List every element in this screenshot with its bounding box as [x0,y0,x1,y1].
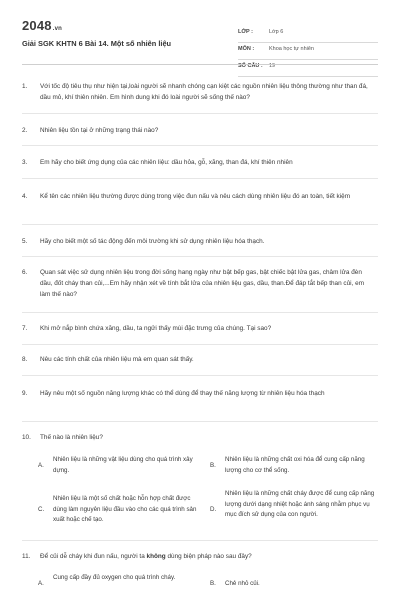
question-number: 10. [22,434,31,441]
option-text: Cung cấp đầy đủ oxygen cho quá trình cháy. [53,574,176,581]
option-letter: A. [38,462,44,469]
question-number: 2. [22,127,28,134]
header-divider [22,64,378,65]
option-letter: A. [38,580,44,587]
option-text: Nhiên liệu là một số chất hoặc hỗn hợp chất được dùng làm nguyên liệu đầu vào cho các quá trình sản xuất hoặc chế tạo. [53,495,197,523]
document-header [12,12,388,69]
question-number: 11. [22,553,31,560]
question-text: Hãy cho biết một số tác động đến môi trường khi sử dụng nhiên liệu hóa thạch. [40,238,265,245]
meta-row-class [238,26,378,43]
question-number: 4. [22,193,28,200]
divider [22,113,378,114]
question-number: 3. [22,159,28,166]
option-letter: D. [210,506,217,513]
divider [22,256,378,257]
option-letter: B. [210,580,216,587]
document-title: Giải SGK KHTN 6 Bài 14. Một số nhiên liệu [22,39,172,48]
question-number: 9. [22,390,28,397]
divider [22,145,378,146]
meta-value: Lớp 6 [269,29,284,35]
divider [22,224,378,225]
option-text: Nhiên liệu là những vật liệu dùng cho quá trình xây dựng. [53,456,193,474]
question-text: Kể tên các nhiên liệu thường được dùng trong việc đun nấu và nêu cách dùng nhiên liệu đó an toàn, tiết kiệm [40,193,351,200]
question-text: Quan sát việc sử dụng nhiên liệu trong đời sống hang ngày như bật bếp gas, bật chiếc bật lửa gas, châm lửa đèn dầu, đốt cháy than củi,...Em hãy nhận xét về tính bắt lửa của nhiên liệu gas, dầu, than.Để đáp tắt bếp than củi, em làm thế nào? [40,269,365,298]
meta-row-count [238,60,378,77]
meta-label: SỐ CÂU : [238,63,263,69]
meta-row-subject [238,43,378,60]
option-letter: C. [38,506,45,513]
question-text: Với tốc độ tiêu thụ như hiện tại,loài người sẽ nhanh chóng cạn kiệt các nguồn nhiên liệu thông thường như than đá, dầu mỏ, khí thiên nhiên. Em hình dung khi đó loài người sẽ sống thế nào? [40,83,368,101]
meta-value: 19 [269,63,276,69]
question-number: 7. [22,325,28,332]
question-text: Khi mở nắp bình chứa xăng, dầu, ta ngửi thấy mùi đặc trưng của chúng. Tại sao? [40,325,272,332]
site-logo[interactable]: 2048.vn [22,18,63,33]
meta-value: Khoa học tự nhiên [269,46,314,52]
option-letter: B. [210,462,216,469]
divider [22,344,378,345]
divider [22,540,378,541]
option-text: Chẻ nhỏ củi. [225,580,260,587]
divider [22,312,378,313]
option-text: Nhiên liệu là những chất cháy được để cung cấp năng lượng dưới dạng nhiệt hoặc ánh sáng nhằm phục vụ mục đích sử dụng của con người. [225,490,375,518]
question-text: Thế nào là nhiên liệu? [40,434,103,441]
question-number: 8. [22,356,28,363]
option-text: Nhiên liệu là những chất oxi hóa để cung cấp năng lượng cho cơ thể sống. [225,456,365,474]
question-number: 5. [22,238,28,245]
question-text: Hãy nêu một số nguồn năng lượng khác có thể dùng để thay thế năng lượng từ nhiên liệu hóa thạch [40,390,325,397]
divider [22,421,378,422]
meta-label: LỚP : [238,29,253,35]
question-number: 1. [22,83,28,90]
divider [22,178,378,179]
divider [22,375,378,376]
meta-label: MÔN : [238,46,255,52]
question-text: Để củi dễ cháy khi đun nấu, người ta không dùng biện pháp nào sau đây? [40,553,252,560]
question-text: Nhiên liệu tồn tại ở những trạng thái nào? [40,127,159,134]
question-text: Nêu các tính chất của nhiên liệu mà em quan sát thấy. [40,356,194,363]
question-text: Em hãy cho biết ứng dụng của các nhiên liệu: dầu hỏa, gỗ, xăng, than đá, khí thiên nhiên [40,159,293,166]
question-number: 6. [22,269,28,276]
meta-table [238,26,378,77]
emphasis-text: không [146,553,166,560]
